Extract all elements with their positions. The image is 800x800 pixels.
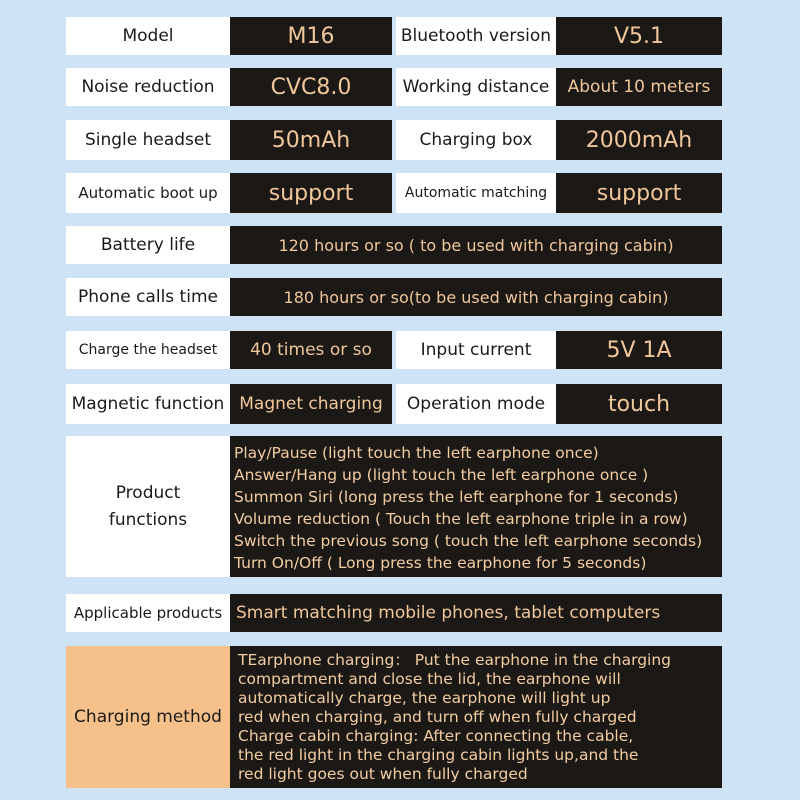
charging-line: red light goes out when fully charged — [238, 765, 528, 783]
function-line: Play/Pause (light touch the left earphone once) — [234, 444, 599, 462]
charging-box-value: 2000mAh — [556, 120, 722, 160]
charge-headset-value: 40 times or so — [230, 331, 392, 369]
auto-boot-label: Automatic boot up — [66, 173, 230, 213]
phone-calls-value: 180 hours or so(to be used with charging cabin) — [230, 278, 722, 316]
single-headset-label: Single headset — [66, 120, 230, 160]
function-line: Summon Siri (long press the left earphone for 1 seconds) — [234, 488, 679, 506]
operation-mode-label: Operation mode — [396, 384, 556, 424]
function-line: Turn On/Off ( Long press the earphone for 5 seconds) — [234, 554, 647, 572]
input-current-value: 5V 1A — [556, 331, 722, 369]
distance-label: Working distance — [396, 68, 556, 106]
model-label: Model — [66, 17, 230, 55]
input-current-label: Input current — [396, 331, 556, 369]
auto-matching-value: support — [556, 173, 722, 213]
single-headset-value: 50mAh — [230, 120, 392, 160]
bluetooth-value: V5.1 — [556, 17, 722, 55]
charging-line: TEarphone charging： Put the earphone in the charging — [238, 651, 672, 669]
battery-life-value: 120 hours or so ( to be used with charging cabin) — [230, 226, 722, 264]
phone-calls-label: Phone calls time — [66, 278, 230, 316]
charging-line: automatically charge, the earphone will light up — [238, 689, 611, 707]
charging-line: compartment and close the lid, the earphone will — [238, 670, 621, 688]
charging-line: red when charging, and turn off when fully charged — [238, 708, 637, 726]
magnetic-value: Magnet charging — [230, 384, 392, 424]
charging-line: the red light in the charging cabin lights up,and the — [238, 746, 639, 764]
function-line: Switch the previous song ( touch the left earphone seconds) — [234, 532, 703, 550]
operation-mode-value: touch — [556, 384, 722, 424]
function-line: Volume reduction ( Touch the left earphone triple in a row) — [234, 510, 688, 528]
model-value: M16 — [230, 17, 392, 55]
noise-value: CVC8.0 — [230, 68, 392, 106]
noise-label: Noise reduction — [66, 68, 230, 106]
auto-boot-value: support — [230, 173, 392, 213]
magnetic-label: Magnetic function — [66, 384, 230, 424]
charging-method-text — [230, 646, 722, 788]
charge-headset-label: Charge the headset — [66, 331, 230, 369]
charging-line: Charge cabin charging: After connecting the cable, — [238, 727, 634, 745]
battery-life-label: Battery life — [66, 226, 230, 264]
product-functions-label-line1: Product — [115, 482, 181, 503]
applicable-products-value: Smart matching mobile phones, tablet computers — [230, 594, 722, 632]
product-functions-list — [230, 436, 722, 577]
charging-method-label: Charging method — [66, 646, 230, 788]
product-functions-label-line2: functions — [108, 509, 188, 530]
auto-matching-label: Automatic matching — [396, 173, 556, 213]
product-functions-label — [66, 436, 230, 577]
charging-box-label: Charging box — [396, 120, 556, 160]
applicable-products-label: Applicable products — [66, 594, 230, 632]
bluetooth-label: Bluetooth version — [396, 17, 556, 55]
distance-value: About 10 meters — [556, 68, 722, 106]
function-line: Answer/Hang up (light touch the left earphone once ) — [234, 466, 649, 484]
